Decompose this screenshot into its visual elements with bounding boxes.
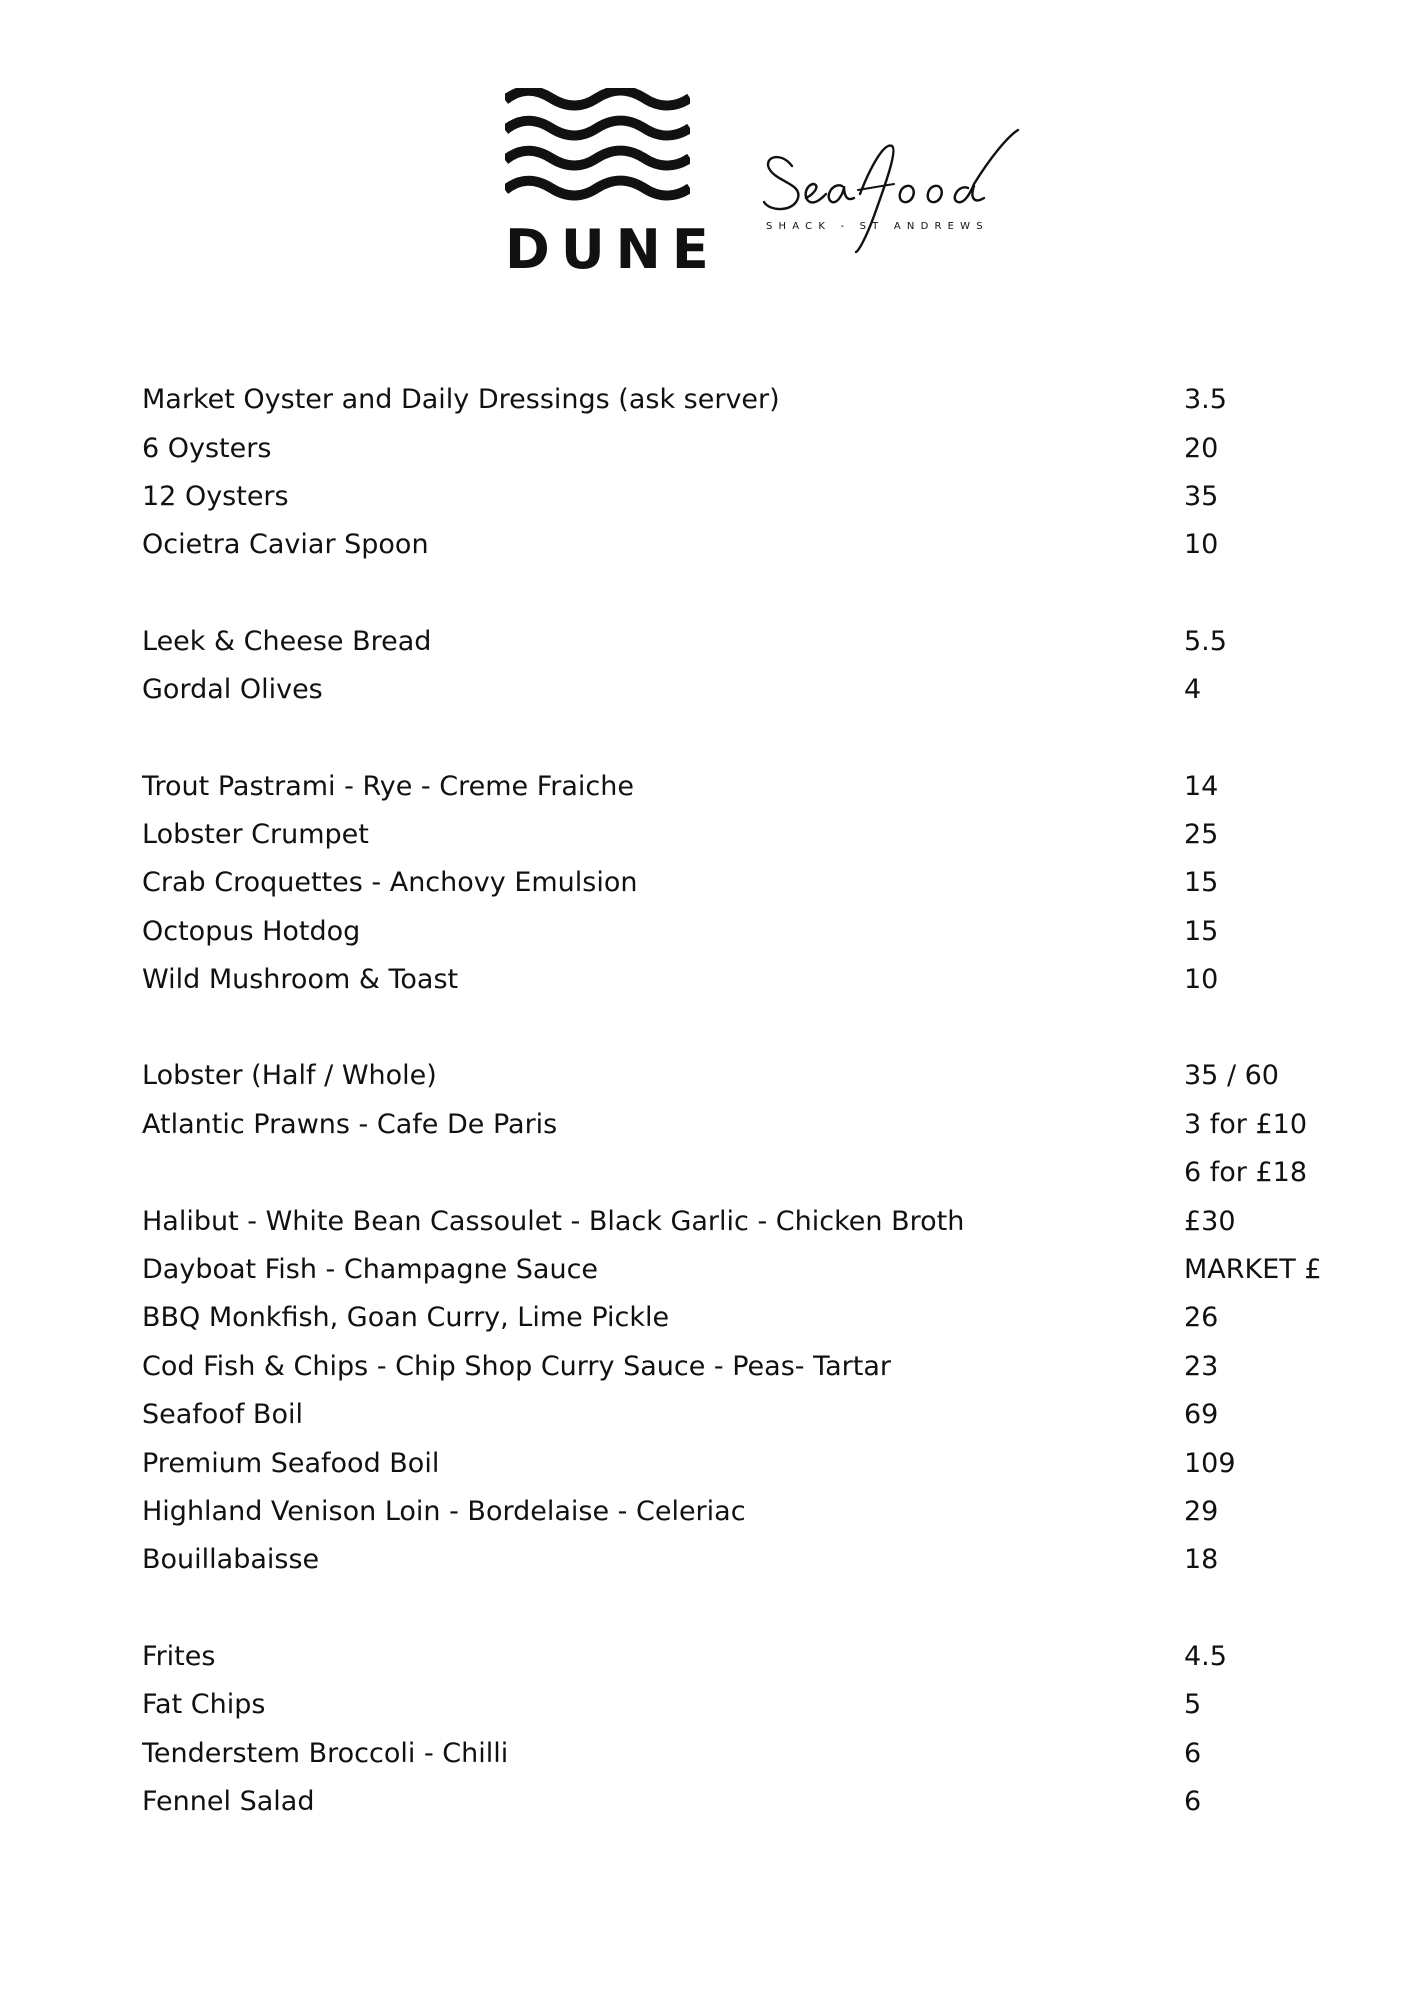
menu-item-price: 10 [1184, 964, 1219, 996]
menu-item-price: 3 for £10 [1184, 1108, 1308, 1140]
menu-item [142, 859, 1342, 907]
menu-item [142, 521, 1342, 569]
menu-section-snacks [142, 618, 1342, 715]
menu-item-name: Frites [142, 1640, 216, 1672]
menu-item [142, 1294, 1342, 1342]
menu-item-price: 20 [1184, 432, 1219, 464]
menu-item-name: Fat Chips [142, 1689, 266, 1721]
menu-section-oysters [142, 376, 1342, 570]
menu-item-price: 5 [1184, 1689, 1202, 1721]
menu-item-name: Atlantic Prawns - Cafe De Paris [142, 1108, 558, 1140]
menu-item-name: Octopus Hotdog [142, 915, 361, 947]
menu-section-mains [142, 1052, 1342, 1584]
menu-item [142, 1246, 1342, 1294]
menu-item-price: 10 [1184, 529, 1219, 561]
menu-item-price: 69 [1184, 1399, 1219, 1431]
menu-item [142, 1488, 1342, 1536]
menu-item-price: 5.5 [1184, 625, 1227, 657]
menu-item-price: 23 [1184, 1350, 1219, 1382]
menu-item [142, 424, 1342, 472]
menu-item-price: MARKET £ [1184, 1254, 1322, 1286]
menu-item-price: 15 [1184, 867, 1219, 899]
menu-item [142, 1052, 1342, 1100]
menu-item-price: 4.5 [1184, 1640, 1227, 1672]
menu-item-name: Lobster Crumpet [142, 818, 369, 850]
menu-item-name: 12 Oysters [142, 480, 289, 512]
seafood-shack-logo [762, 128, 1062, 256]
menu-item-name: Ocietra Caviar Spoon [142, 529, 429, 561]
menu-item-price: 29 [1184, 1496, 1219, 1527]
menu-item-price: 35 / 60 [1184, 1060, 1279, 1092]
menu-item [142, 1633, 1342, 1681]
menu-item-name: Trout Pastrami - Rye - Creme Fraiche [142, 770, 634, 802]
menu-item-name: Highland Venison Loin - Bordelaise - Celeriac [142, 1496, 746, 1527]
menu-item-price: 25 [1184, 818, 1219, 850]
menu-header [0, 0, 1414, 300]
menu-item-name: Wild Mushroom & Toast [142, 964, 459, 996]
menu-item-price: 6 [1184, 1785, 1202, 1817]
menu-item-name: Tenderstem Broccoli - Chilli [142, 1737, 509, 1769]
menu-item [142, 473, 1342, 521]
menu-item [142, 811, 1342, 859]
menu-item-price: £30 [1184, 1205, 1236, 1237]
menu-item-name: Premium Seafood Boil [142, 1447, 440, 1479]
menu-item-price: 3.5 [1184, 384, 1227, 416]
menu-item-name: Crab Croquettes - Anchovy Emulsion [142, 867, 638, 899]
menu-item-price: 15 [1184, 915, 1219, 947]
menu-item [142, 1729, 1342, 1777]
dune-wordmark: DUNE [505, 218, 720, 281]
menu-item-name: 6 Oysters [142, 432, 272, 464]
menu-item [142, 762, 1342, 810]
menu-item-name: Lobster (Half / Whole) [142, 1060, 437, 1092]
menu-list [142, 376, 1342, 1874]
menu-item [142, 1149, 1342, 1197]
menu-item [142, 1439, 1342, 1487]
menu-item-name: Halibut - White Bean Cassoulet - Black Garlic - Chicken Broth [142, 1205, 965, 1237]
menu-item [142, 1536, 1342, 1584]
menu-item [142, 1391, 1342, 1439]
seafood-script-mark [762, 128, 1062, 256]
menu-item [142, 1343, 1342, 1391]
menu-item-price: 6 for £18 [1184, 1157, 1308, 1189]
menu-item [142, 666, 1342, 714]
wave-icon [505, 88, 690, 228]
menu-item [142, 1778, 1342, 1826]
menu-item-price: 6 [1184, 1737, 1202, 1769]
menu-item-price: 35 [1184, 480, 1219, 512]
menu-item-name: Dayboat Fish - Champagne Sauce [142, 1254, 599, 1286]
menu-item-price: 18 [1184, 1544, 1219, 1576]
menu-item [142, 908, 1342, 956]
seafood-tagline: SHACK - ST ANDREWS [766, 221, 989, 232]
menu-item [142, 956, 1342, 1004]
menu-item [142, 1101, 1342, 1149]
menu-item [142, 1197, 1342, 1245]
menu-item [142, 618, 1342, 666]
menu-item [142, 376, 1342, 424]
menu-item-name: Seafoof Boil [142, 1399, 303, 1431]
menu-item-price: 26 [1184, 1302, 1219, 1334]
menu-item-name: BBQ Monkfish, Goan Curry, Lime Pickle [142, 1302, 670, 1334]
menu-item-name: Bouillabaisse [142, 1544, 320, 1576]
menu-item-name: Market Oyster and Daily Dressings (ask server) [142, 384, 780, 416]
menu-item-price: 14 [1184, 770, 1219, 802]
menu-section-small-plates [142, 762, 1342, 1004]
menu-item-name: Gordal Olives [142, 674, 323, 706]
menu-item-price: 109 [1184, 1447, 1236, 1479]
menu-item [142, 1681, 1342, 1729]
menu-section-sides [142, 1633, 1342, 1827]
dune-logo [505, 88, 720, 281]
menu-item-name: Cod Fish & Chips - Chip Shop Curry Sauce - Peas- Tartar [142, 1350, 891, 1382]
menu-item-name: Fennel Salad [142, 1785, 315, 1817]
menu-item-name: Leek & Cheese Bread [142, 625, 432, 657]
menu-item-price: 4 [1184, 674, 1202, 706]
